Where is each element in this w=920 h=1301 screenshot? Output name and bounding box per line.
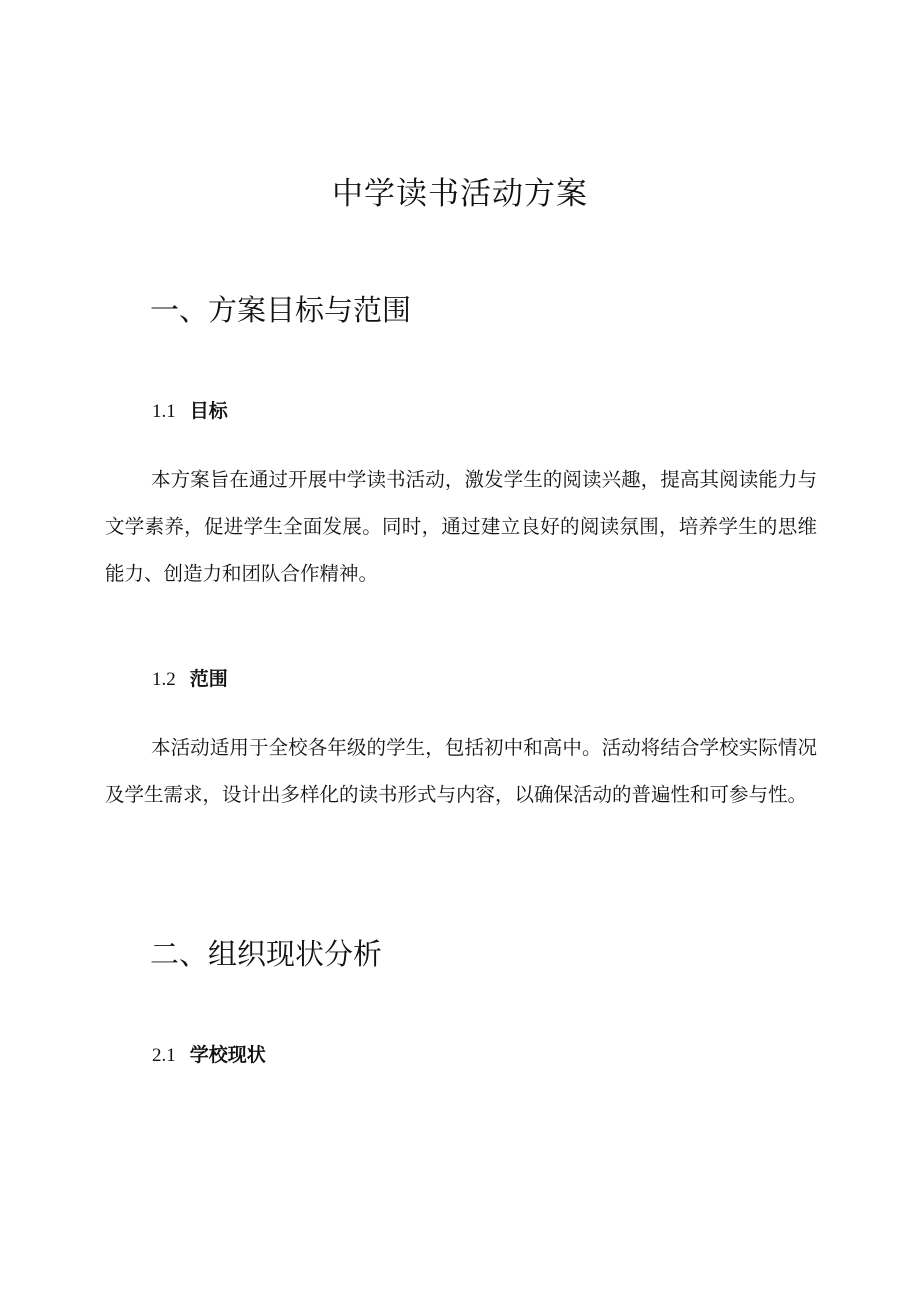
subsection-title: 目标 (189, 400, 228, 422)
document-title: 中学读书活动方案 (332, 176, 588, 212)
paragraph-scope: 本活动适用于全校各年级的学生，包括初中和高中。活动将结合学校实际情况及学生需求，设计出多样化的读书形式与内容，以确保活动的普遍性和可参与性。 (105, 736, 817, 806)
subsection-heading-1-2 (152, 664, 228, 695)
subsection-number: 1.2 (152, 669, 176, 690)
subsection-title: 范围 (189, 668, 228, 690)
subsection-number: 2.1 (152, 1045, 176, 1066)
subsection-number: 1.1 (152, 401, 176, 422)
subsection-heading-2-1 (152, 1040, 266, 1071)
paragraph-goal: 本方案旨在通过开展中学读书活动，激发学生的阅读兴趣，提高其阅读能力与文学素养，促进学生全面发展。同时，通过建立良好的阅读氛围，培养学生的思维能力、创造力和团队合作精神。 (105, 468, 817, 585)
section-heading-2: 二、组织现状分析 (150, 937, 383, 971)
subsection-title: 学校现状 (189, 1044, 266, 1066)
section-heading-1: 一、方案目标与范围 (150, 293, 412, 327)
subsection-heading-1-1 (152, 396, 228, 427)
